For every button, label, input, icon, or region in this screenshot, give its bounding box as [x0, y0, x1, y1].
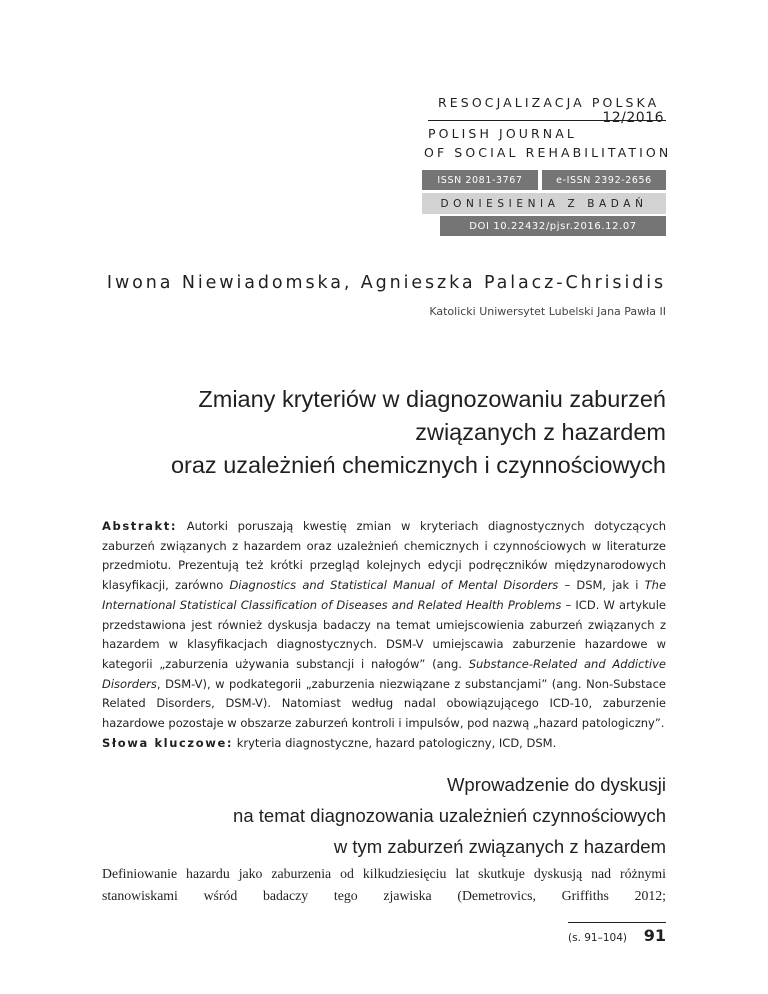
body-paragraph: Definiowanie hazardu jako zaburzenia od kilkudziesięciu lat skutkuje dyskusją nad różnymi stanowiskami wśród badaczy tego zjawiska (Demetrovics, Griffiths 2012;	[102, 866, 666, 903]
title-line-3: oraz uzależnień chemicznych i czynnościowych	[170, 452, 666, 478]
doi-badge: DOI 10.22432/pjsr.2016.12.07	[440, 216, 666, 236]
page-number: 91	[643, 926, 666, 945]
page-range: (s. 91–104)	[568, 932, 627, 944]
abstract	[102, 517, 666, 753]
abstract-text-3: – ICD. W artykule przedstawiona jest również dyskusja badaczy na temat umiejscowienia zaburzeń związanych z hazardem w klasyfikacjach diagnostycznych. DSM-V umiejscawia zaburzenie hazardowe w kategorii „zaburzenia używania substancji i nałogów” (ang.	[102, 597, 666, 671]
section-heading-line-2: na temat diagnozowania uzależnień czynnościowych	[233, 805, 666, 826]
journal-name-english-line2: OF SOCIAL REHABILITATION	[424, 145, 672, 160]
abstract-label: Abstrakt:	[102, 519, 178, 533]
article-authors: Iwona Niewiadomska, Agnieszka Palacz-Chrisidis	[106, 273, 666, 293]
keywords-text: kryteria diagnostyczne, hazard patologiczny, ICD, DSM.	[233, 735, 557, 750]
author-affiliation: Katolicki Uniwersytet Lubelski Jana Pawła II	[429, 305, 666, 318]
section-heading-line-3: w tym zaburzeń związanych z hazardem	[333, 836, 666, 857]
footer-divider	[568, 922, 666, 923]
issn-row	[422, 170, 666, 190]
abstract-em-2: The International Statistical Classification of Diseases and Related Health Problems	[102, 578, 667, 612]
abstract-text-4: , DSM-V), w podkategorii „zaburzenia niezwiązane z substancjami” (ang. Non-Substace Related Disorders, DSM-V). Natomiast według nadal obowiązującego ICD-10, zaburzenie hazardowe pozostaje w obszarze zaburzeń kontroli i impulsów, pod nazwą „hazard patologiczny”.	[102, 676, 666, 731]
article-title	[106, 383, 666, 482]
keywords-paragraph	[102, 734, 666, 754]
title-line-1: Zmiany kryteriów w diagnozowaniu zaburzeń	[198, 386, 666, 412]
journal-name-polish: RESOCJALIZACJA POLSKA	[438, 95, 660, 110]
abstract-em-1: Diagnostics and Statistical Manual of Mental Disorders	[229, 578, 559, 593]
section-heading-line-1: Wprowadzenie do dyskusji	[446, 774, 666, 795]
section-heading	[106, 769, 666, 862]
section-type-bar: DONIESIENIA Z BADAŃ	[422, 193, 666, 214]
journal-issue: 12/2016	[602, 110, 664, 126]
journal-divider	[428, 120, 666, 121]
keywords-label: Słowa kluczowe:	[102, 735, 234, 750]
title-line-2: związanych z hazardem	[415, 419, 666, 445]
eissn-badge: e-ISSN 2392-2656	[542, 170, 666, 190]
abstract-em-3: Substance-Related and Addictive Disorders	[102, 656, 666, 691]
abstract-text-1: Autorki poruszają kwestię zmian w kryteriach diagnostycznych dotyczących zaburzeń związanych z hazardem oraz uzależnień chemicznych i czynnościowych w literaturze przedmiotu. Prezentują też krótki przegląd kolejnych edycji podręczników międzynarodowych klasyfikacji, zarówno	[102, 519, 666, 593]
abstract-paragraph	[102, 517, 666, 734]
abstract-text-2: – DSM, jak i	[558, 578, 645, 593]
issn-badge: ISSN 2081-3767	[422, 170, 538, 190]
journal-name-english-line1: POLISH JOURNAL	[428, 126, 577, 141]
